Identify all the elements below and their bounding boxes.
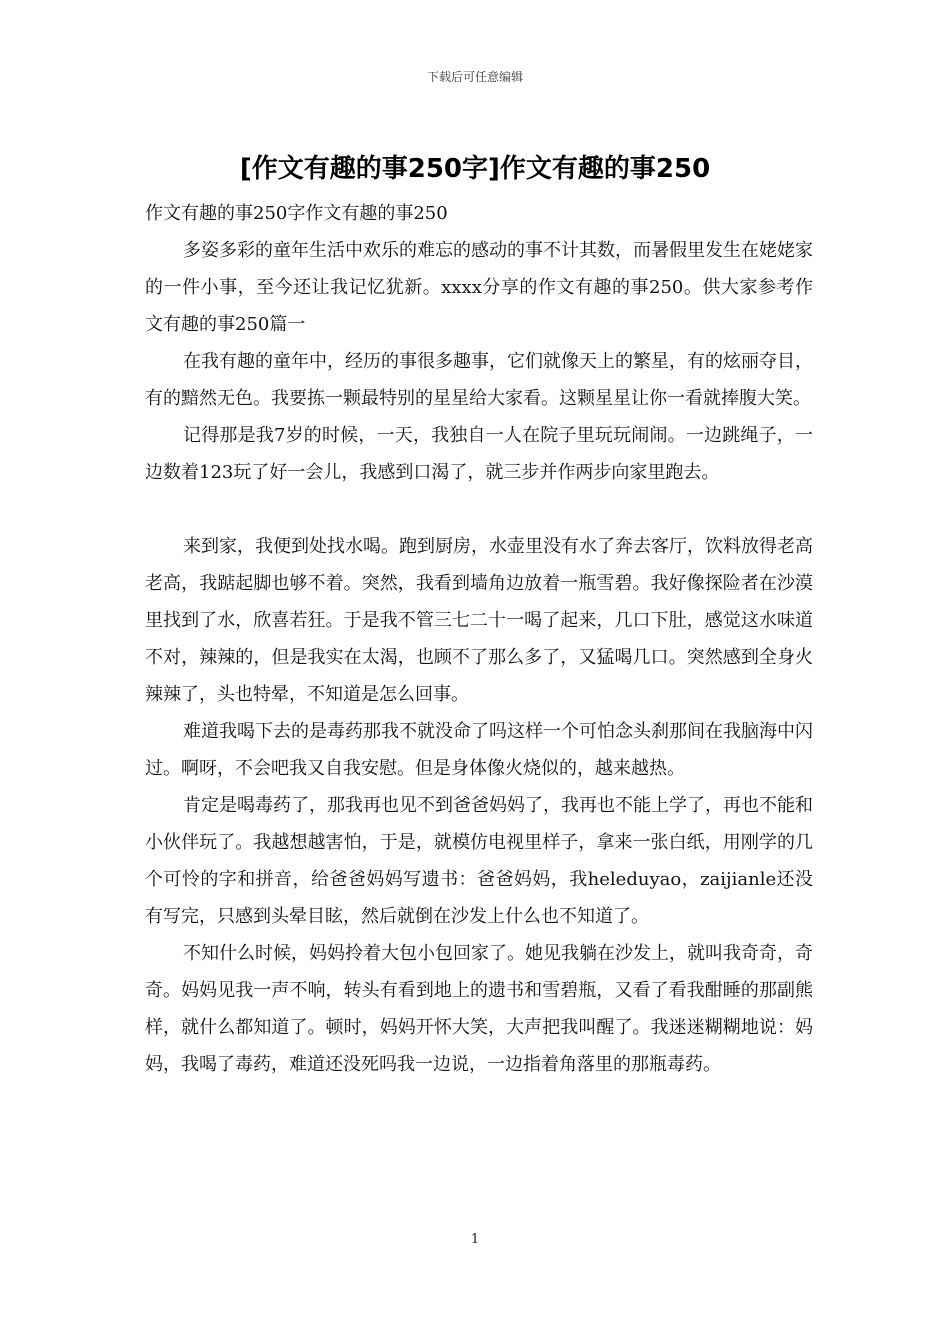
paragraph: 肯定是喝毒药了，那我再也见不到爸爸妈妈了，我再也不能上学了，再也不能和小伙伴玩了。我越想越害怕，于是，就模仿电视里样子，拿来一张白纸，用刚学的几个可怜的字和拼音，给爸爸妈妈写遗书：爸爸妈妈，我heleduyao，zaijianle还没有写完，只感到头晕目眩，然后就倒在沙发上什么也不知道了。 bbox=[145, 795, 814, 927]
paragraph: 难道我喝下去的是毒药那我不就没命了吗这样一个可怕念头刹那间在我脑海中闪过。啊呀，不会吧我又自我安慰。但是身体像火烧似的，越来越热。 bbox=[145, 721, 813, 779]
paragraph: 在我有趣的童年中，经历的事很多趣事，它们就像天上的繁星，有的炫丽夺目，有的黯然无色。我要拣一颗最特别的星星给大家看。这颗星星让你一看就捧腹大笑。 bbox=[145, 351, 813, 409]
paragraph: 记得那是我7岁的时候，一天，我独自一人在院子里玩玩闹闹。一边跳绳子，一边数着123玩了好一会儿，我感到口渴了，就三步并作两步向家里跑去。 bbox=[145, 425, 813, 483]
page-number: 1 bbox=[470, 1232, 480, 1247]
document-subtitle: 作文有趣的事250字作文有趣的事250 bbox=[145, 203, 448, 224]
paragraph: 多姿多彩的童年生活中欢乐的难忘的感动的事不计其数，而暑假里发生在姥姥家的一件小事，至今还让我记忆犹新。xxxx分享的作文有趣的事250。供大家参考作文有趣的事250篇一 bbox=[145, 240, 813, 335]
paragraph: 来到家，我便到处找水喝。跑到厨房，水壶里没有水了奔去客厅，饮料放得老高老高，我踮起脚也够不着。突然，我看到墙角边放着一瓶雪碧。我好像探险者在沙漠里找到了水，欣喜若狂。于是我不管三七二十一喝了起来，几口下肚，感觉这水味道不对，辣辣的，但是我实在太渴，也顾不了那么多了，又猛喝几口。突然感到全身火辣辣了，头也特晕，不知道是怎么回事。 bbox=[145, 536, 813, 705]
document-title: [作文有趣的事250字]作文有趣的事250 bbox=[239, 154, 711, 184]
page-header-note: 下载后可任意编辑 bbox=[426, 70, 523, 84]
document-body bbox=[145, 195, 813, 1083]
paragraph: 不知什么时候，妈妈拎着大包小包回家了。她见我躺在沙发上，就叫我奇奇，奇奇。妈妈见我一声不响，转头有看到地上的遗书和雪碧瓶，又看了看我酣睡的那副熊样，就什么都知道了。顿时，妈妈开怀大笑，大声把我叫醒了。我迷迷糊糊地说：妈妈，我喝了毒药，难道还没死吗我一边说，一边指着角落里的那瓶毒药。 bbox=[145, 943, 813, 1075]
